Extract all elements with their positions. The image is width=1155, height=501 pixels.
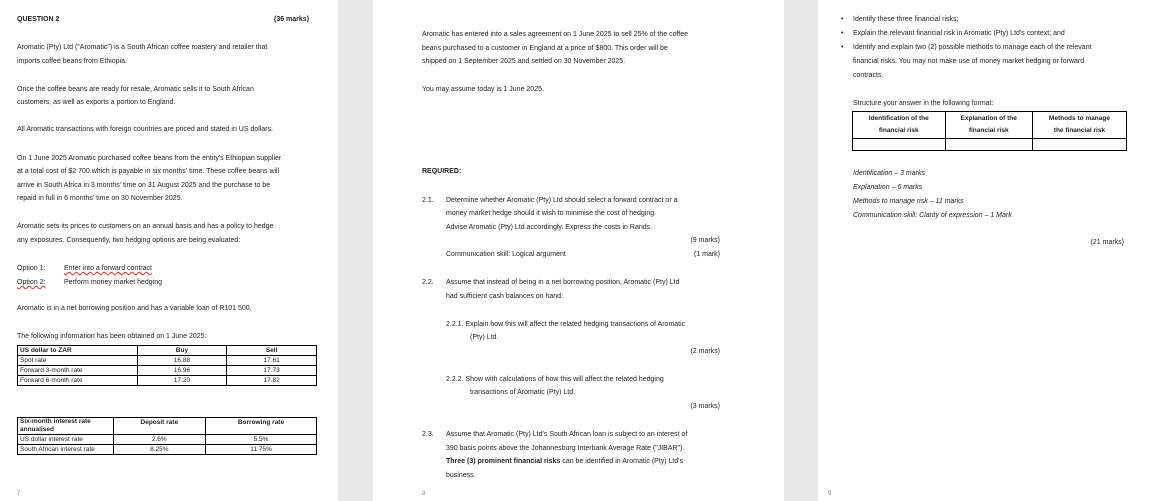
bullet-item-cont: contracts. <box>853 72 884 79</box>
bold-phrase: Three (3) prominent financial risks <box>446 458 561 465</box>
paragraph-line: beans purchased to a customer in England at a price of $800. This order will be <box>422 45 668 52</box>
question-marks: (21 marks) <box>1090 239 1124 246</box>
mark-allocation: Communication skill: Clarity of expression – 1 Mark <box>853 212 1012 219</box>
question-number: 2.2. <box>422 279 434 286</box>
table-header: Sell <box>227 346 317 356</box>
table-row <box>853 139 1127 151</box>
paragraph-line: All Aromatic transactions with foreign countries are priced and stated in US dollars. <box>17 126 274 133</box>
paragraph-line: repaid in full in 6 months' time on 30 November 2025. <box>17 195 183 202</box>
mark-allocation: Methods to manage risk – 11 marks <box>853 198 964 205</box>
table-cell: South African interest rate <box>18 445 114 455</box>
paragraph-line: imports coffee beans from Ethiopia. <box>17 58 127 65</box>
table-cell: 17.73 <box>227 366 317 376</box>
page-number: 8 <box>422 491 426 497</box>
table-row <box>18 356 317 366</box>
table-cell: Spot rate <box>18 356 138 366</box>
option-2-text: Perform money market hedging <box>64 279 163 286</box>
table-header-row <box>18 418 317 435</box>
table-cell <box>945 139 1032 151</box>
table-row <box>18 366 317 376</box>
mark-allocation: Explanation – 6 marks <box>853 184 923 191</box>
question-number: 2.1. <box>422 197 434 204</box>
fx-rates-table <box>17 345 317 386</box>
table-cell: 16.88 <box>137 356 227 366</box>
table-cell: 17.61 <box>227 356 317 366</box>
table-cell: 11.75% <box>205 445 316 455</box>
question-marks: (9 marks) <box>690 237 720 244</box>
question-line: Assume that Aromatic (Pty) Ltd's South African loan is subject to an interest of <box>446 431 688 438</box>
table-header: US dollar to ZAR <box>18 346 138 356</box>
paragraph-line: Aromatic is in a net borrowing position and has a variable loan of R101 500. <box>17 305 252 312</box>
table-cell: 8.25% <box>113 445 205 455</box>
table-header: Deposit rate <box>113 418 205 435</box>
bullet-item-cont: financial risks. You may not make use of money market hedging or forward <box>853 58 1085 65</box>
paragraph-line: arrive in South Africa in 3 months' time on 31 August 2025 and the purchase to be <box>17 182 271 189</box>
paragraph-line: Once the coffee beans are ready for resale, Aromatic sells it to South African <box>17 86 254 93</box>
table-header-row <box>853 112 1127 139</box>
table-row <box>18 435 317 445</box>
question-heading: QUESTION 2 <box>17 16 60 23</box>
question-line: had sufficient cash balances on hand: <box>446 293 564 300</box>
question-line: Advise Aromatic (Pty) Ltd accordingly. Express the costs in Rands. <box>446 224 653 231</box>
page-number: 7 <box>17 491 21 497</box>
header-line: the financial risk <box>1053 127 1106 134</box>
subquestion-line: 2.2.1. Explain how this will affect the related hedging transactions of Aromatic <box>446 321 686 328</box>
question-marks: (3 marks) <box>690 403 720 410</box>
question-marks: (2 marks) <box>690 348 720 355</box>
option-1-text: Enter into a forward contract <box>64 265 152 272</box>
page-7 <box>0 0 338 501</box>
table-header: Borrowing rate <box>205 418 316 435</box>
table-header: Six-month interest rate annualised <box>18 418 114 435</box>
question-line: money market hedge should it wish to minimise the cost of hedging. <box>446 210 657 217</box>
subquestion-line: 2.2.2. Show with calculations of how this will affect the related hedging <box>446 376 664 383</box>
paragraph-line: Aromatic has entered into a sales agreement on 1 June 2025 to sell 25% of the coffee <box>422 31 689 38</box>
interest-rates-table <box>17 417 317 455</box>
subquestion-line: transactions of Aromatic (Pty) Ltd. <box>470 389 576 396</box>
table-cell: 5.5% <box>205 435 316 445</box>
table-cell <box>853 139 946 151</box>
question-marks: (1 mark) <box>693 251 720 258</box>
structure-instruction: Structure your answer in the following format: <box>853 100 994 107</box>
question-line <box>446 456 683 467</box>
question-line-rest: can be identified in Aromatic (Pty) Ltd's <box>560 458 684 465</box>
table-cell: Forward 3-month rate <box>18 366 138 376</box>
paragraph-line: at a total cost of $2 700 which is payable in six months' time. These coffee beans will <box>17 168 280 175</box>
question-line: Determine whether Aromatic (Pty) Ltd should select a forward contract or a <box>446 197 678 204</box>
communication-skill: Communication skill: Logical argument <box>446 251 566 258</box>
bullet-item: • Explain the relevant financial risk in Aromatic (Pty) Ltd's context; and <box>853 28 1065 39</box>
paragraph-line: The following information has been obtained on 1 June 2025: <box>17 333 207 340</box>
header-line: Methods to manage <box>1048 115 1110 122</box>
table-header <box>853 112 946 139</box>
option-1-label: Option 1: <box>17 265 46 272</box>
option-2-label: Option 2: <box>17 279 46 286</box>
page-8 <box>373 0 784 501</box>
question-number: 2.3. <box>422 431 434 438</box>
paragraph-line: Aromatic sets its prices to customers on an annual basis and has a policy to hedge <box>17 223 274 230</box>
table-cell: 16.96 <box>137 366 227 376</box>
table-cell: 17.20 <box>137 376 227 386</box>
page-9 <box>818 0 1155 501</box>
table-row <box>18 376 317 386</box>
table-header <box>1032 112 1126 139</box>
table-row <box>18 445 317 455</box>
subquestion-line: (Pty) Ltd. <box>470 334 499 341</box>
table-cell: 17.82 <box>227 376 317 386</box>
bullet-item: • Identify and explain two (2) possible methods to manage each of the relevant <box>853 42 1092 53</box>
table-cell: Forward 6-month rate <box>18 376 138 386</box>
table-cell: US dollar interest rate <box>18 435 114 445</box>
table-header-row <box>18 346 317 356</box>
mark-allocation: Identification – 3 marks <box>853 170 925 177</box>
required-heading: REQUIRED: <box>422 168 462 175</box>
question-line: 390 basis points above the Johannesburg Interbank Average Rate ("JIBAR"). <box>446 445 685 452</box>
bullet-item: • Identify these three financial risks; <box>853 14 958 25</box>
table-header: Buy <box>137 346 227 356</box>
answer-format-table <box>852 111 1127 151</box>
question-line: business. <box>446 472 476 479</box>
page-number: 9 <box>828 491 832 497</box>
header-line: financial risk <box>878 127 919 134</box>
header-line: financial risk <box>968 127 1009 134</box>
paragraph-line: You may assume today is 1 June 2025. <box>422 86 544 93</box>
table-header <box>945 112 1032 139</box>
paragraph-line: Aromatic (Pty) Ltd ("Aromatic") is a South African coffee roastery and retailer that <box>17 44 268 51</box>
paragraph-line: shipped on 1 September 2025 and settled on 30 November 2025. <box>422 58 626 65</box>
header-line: Explanation of the <box>960 115 1017 122</box>
table-cell: 2.6% <box>113 435 205 445</box>
question-marks: (36 marks) <box>274 16 310 23</box>
paragraph-line: customers, as well as exports a portion to England. <box>17 99 176 106</box>
question-line: Assume that instead of being in a net borrowing position, Aromatic (Pty) Ltd <box>446 279 680 286</box>
header-line: Identification of the <box>868 115 929 122</box>
table-cell <box>1032 139 1126 151</box>
paragraph-line: On 1 June 2025 Aromatic purchased coffee beans from the entity's Ethiopian supplier <box>17 155 282 162</box>
paragraph-line: any exposures. Consequently, two hedging options are being evaluated: <box>17 237 241 244</box>
